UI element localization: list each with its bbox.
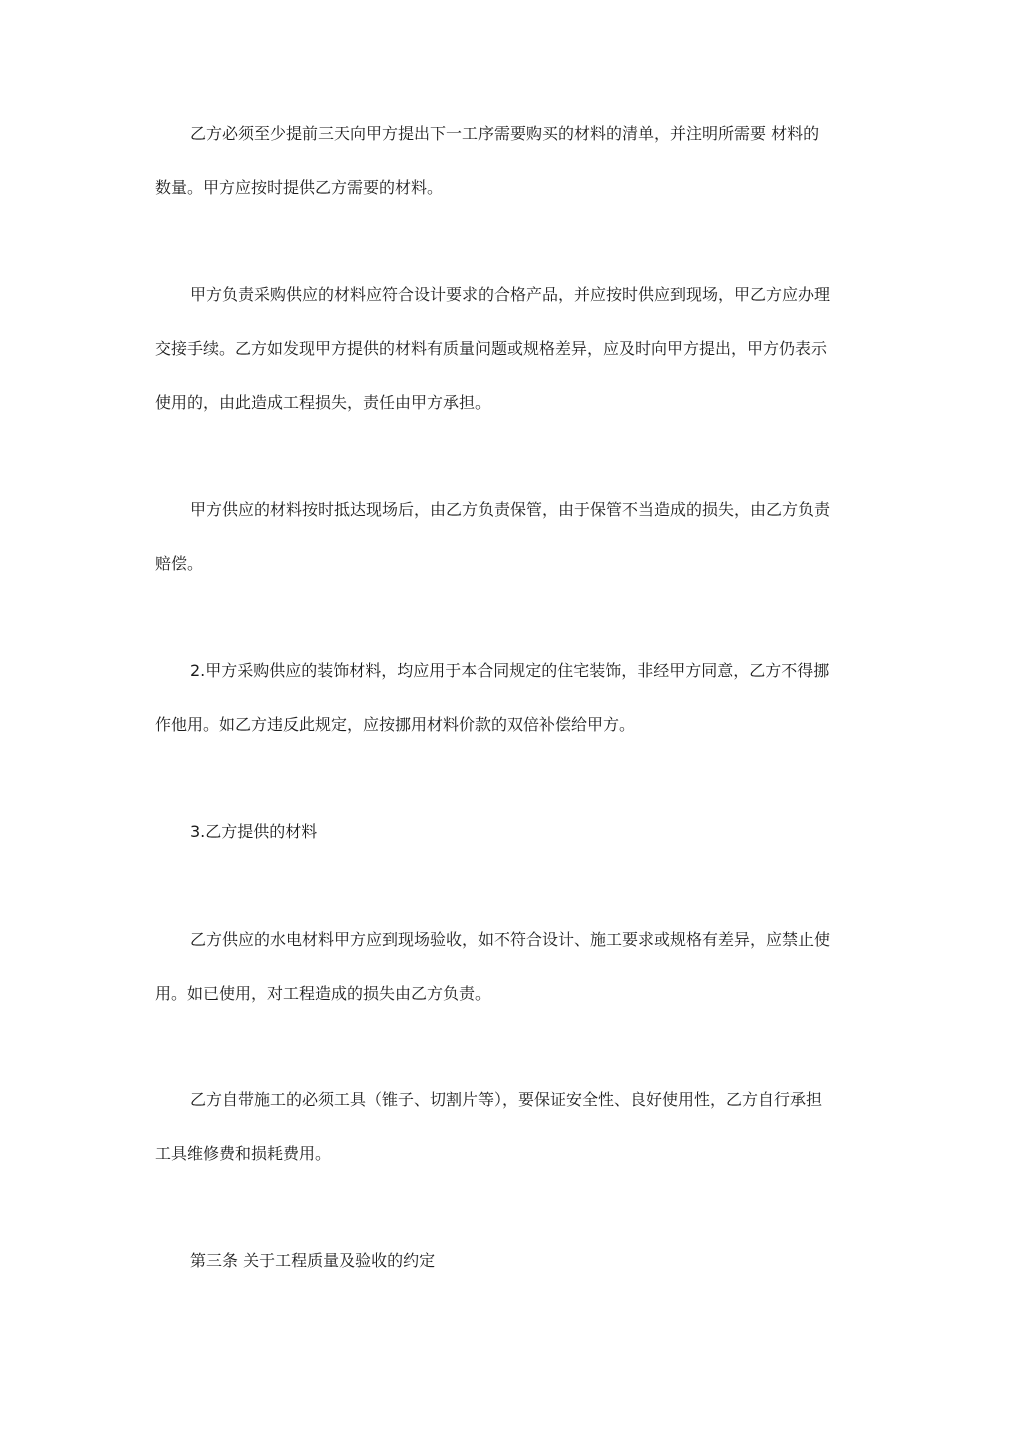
paragraph-6-line-2: 用。如已使用，对工程造成的损失由乙方负责。 (155, 984, 492, 1003)
paragraph-4-line-2: 作他用。如乙方违反此规定，应按挪用材料价款的双倍补偿给甲方。 (155, 715, 636, 734)
paragraph-6-line-1: 乙方供应的水电材料甲方应到现场验收，如不符合设计、施工要求或规格有差异，应禁止使 (190, 930, 831, 949)
paragraph-3-line-2: 赔偿。 (155, 554, 204, 573)
paragraph-4-line-1: 2.甲方采购供应的装饰材料，均应用于本合同规定的住宅装饰，非经甲方同意，乙方不得挪 (190, 661, 830, 680)
section-heading-materials: 3.乙方提供的材料 (190, 822, 318, 841)
paragraph-1-line-1: 乙方必须至少提前三天向甲方提出下一工序需要购买的材料的清单，并注明所需要 材料的 (190, 124, 820, 143)
paragraph-3-line-1: 甲方供应的材料按时抵达现场后，由乙方负责保管，由于保管不当造成的损失，由乙方负责 (190, 500, 831, 519)
paragraph-2-line-3: 使用的，由此造成工程损失，责任由甲方承担。 (155, 393, 492, 412)
article-heading: 第三条 关于工程质量及验收的约定 (190, 1251, 436, 1270)
paragraph-2-line-1: 甲方负责采购供应的材料应符合设计要求的合格产品，并应按时供应到现场，甲乙方应办理 (190, 285, 831, 304)
paragraph-2-line-2: 交接手续。乙方如发现甲方提供的材料有质量问题或规格差异，应及时向甲方提出，甲方仍表示 (155, 339, 828, 358)
paragraph-7-line-1: 乙方自带施工的必须工具（锥子、切割片等），要保证安全性、良好使用性，乙方自行承担 (190, 1090, 823, 1109)
paragraph-7-line-2: 工具维修费和损耗费用。 (155, 1144, 332, 1163)
paragraph-1-line-2: 数量。甲方应按时提供乙方需要的材料。 (155, 178, 444, 197)
